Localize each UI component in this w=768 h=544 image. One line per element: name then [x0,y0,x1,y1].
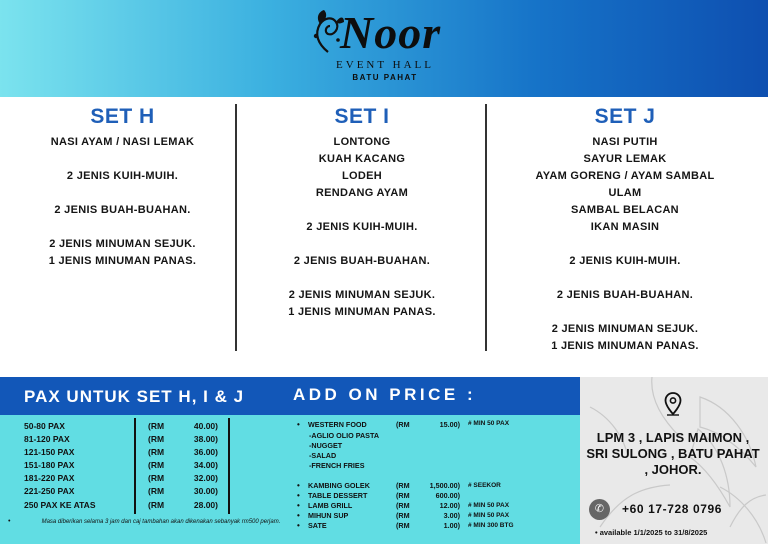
pax-label: 81-120 PAX [24,434,70,444]
addon-bullet: • [297,420,300,429]
set-h-item: 1 JENIS MINUMAN PANAS. [48,255,197,267]
addon-currency: (RM [396,521,410,530]
set-j-item: NASI PUTIH [592,136,658,148]
addon-name: WESTERN FOOD [308,420,367,429]
addon-name: TABLE DESSERT [308,491,368,500]
phone-number[interactable]: +60 17-728 0796 [622,502,723,516]
set-j-item: 1 JENIS MINUMAN PANAS. [551,340,699,352]
addon-subitem: -AGLIO OLIO PASTA [309,431,380,440]
pax-label: 181-220 PAX [24,473,75,483]
pax-price: 36.00) [193,447,218,457]
set-i-item: 2 JENIS MINUMAN SEJUK. [288,289,436,301]
addon-bullet: • [297,521,300,530]
pax-label: 50-80 PAX [24,421,65,431]
addon-amount: 1.00) [443,521,460,530]
set-i-column [238,104,486,321]
set-j-item: IKAN MASIN [590,221,660,233]
addon-title: ADD ON PRICE : [293,385,477,404]
venue-address: LPM 3 , LAPIS MAIMON , SRI SULONG , BATU PAHAT , JOHOR. [586,430,760,477]
addon-name: KAMBING GOLEK [308,481,370,490]
addon-currency: (RM [396,511,410,520]
addon-currency: (RM [396,481,410,490]
set-i-item: RENDANG AYAM [315,187,409,199]
addon-note: # MIN 50 PAX [468,502,510,509]
column-divider [235,104,237,351]
set-j-item: 2 JENIS MINUMAN SEJUK. [551,323,699,335]
pax-price: 34.00) [193,460,218,470]
set-i-item: LONTONG [333,136,391,148]
addon-bullet: • [297,491,300,500]
column-divider [485,104,487,351]
addon-bullet: • [297,501,300,510]
pax-label: 151-180 PAX [24,460,75,470]
pax-currency: (RM [148,460,165,470]
set-j-title: SET J [594,105,656,128]
pax-price: 30.00) [193,486,218,496]
addon-subitem: -NUGGET [309,441,343,450]
set-i-item: 2 JENIS KUIH-MUIH. [306,221,418,233]
pax-price: 40.00) [193,421,218,431]
note-bullet: • [8,518,11,525]
pax-currency: (RM [148,500,165,510]
set-i-item: 2 JENIS BUAH-BUAHAN. [293,255,431,267]
pax-currency: (RM [148,473,165,483]
addon-name: SATE [308,521,327,530]
addon-amount: 15.00) [439,420,460,429]
addon-note: # MIN 300 BTG [468,522,514,529]
pax-price: 32.00) [193,473,218,483]
availability-note: • available 1/1/2025 to 31/8/2025 [595,528,708,537]
addon-currency: (RM [396,491,410,500]
pax-currency: (RM [148,434,165,444]
addon-currency: (RM [396,501,410,510]
pax-note-text: Masa diberikan selama 3 jam dan caj tambahan akan dikenakan sebanyak rm500 perjam. [41,519,281,525]
addon-note: # MIN 50 PAX [468,420,510,427]
pax-bracket-right [228,418,230,514]
addon-subitem: -FRENCH FRIES [309,461,365,470]
addon-amount: 600.00) [435,491,460,500]
set-h-column [10,104,235,270]
pax-label: 250 PAX KE ATAS [24,500,96,510]
set-h-item: 2 JENIS MINUMAN SEJUK. [49,238,196,250]
set-h-item: 2 JENIS BUAH-BUAHAN. [54,204,191,216]
set-j-item: SAYUR LEMAK [583,153,667,165]
addon-bullet: • [297,481,300,490]
pax-label: 121-150 PAX [24,447,75,457]
header-banner [0,0,768,97]
addon-amount: 12.00) [439,501,460,510]
set-j-column [492,104,758,355]
logo-wordmark: Noor [340,7,442,58]
pax-label: 221-250 PAX [24,486,75,496]
addon-currency: (RM [396,420,410,429]
set-j-item: SAMBAL BELACAN [571,204,679,216]
addon-bullet: • [297,511,300,520]
pax-currency: (RM [148,486,165,496]
set-j-item: AYAM GORENG / AYAM SAMBAL [535,170,715,182]
addon-amount: 3.00) [443,511,460,520]
pax-price: 38.00) [193,434,218,444]
addon-note: # MIN 50 PAX [468,512,510,519]
set-h-title: SET H [90,105,155,128]
phone-icon: ✆ [589,499,610,520]
pax-currency: (RM [148,447,165,457]
set-i-item: KUAH KACANG [318,153,406,165]
noor-logo [300,6,470,92]
pax-title: PAX UNTUK SET H, I & J [24,387,245,406]
map-pin-icon [664,392,682,416]
set-h-item: NASI AYAM / NASI LEMAK [50,136,195,148]
set-j-item: 2 JENIS BUAH-BUAHAN. [556,289,694,301]
logo-location: BATU PAHAT [352,73,418,82]
addon-note: # SEEKOR [468,482,501,489]
pax-bracket-left [134,418,136,514]
addon-name: MIHUN SUP [308,511,349,520]
set-i-title: SET I [334,105,390,128]
set-j-item: ULAM [608,187,642,199]
pax-currency: (RM [148,421,165,431]
set-h-item: 2 JENIS KUIH-MUIH. [66,170,179,182]
set-i-item: LODEH [342,170,382,182]
addon-name: LAMB GRILL [308,501,353,510]
set-i-item: 1 JENIS MINUMAN PANAS. [288,306,436,318]
logo-subtitle: EVENT HALL [336,59,434,71]
addon-amount: 1,500.00) [429,481,460,490]
addon-subitem: -SALAD [309,451,337,460]
pax-price: 28.00) [193,500,218,510]
set-j-item: 2 JENIS KUIH-MUIH. [569,255,681,267]
